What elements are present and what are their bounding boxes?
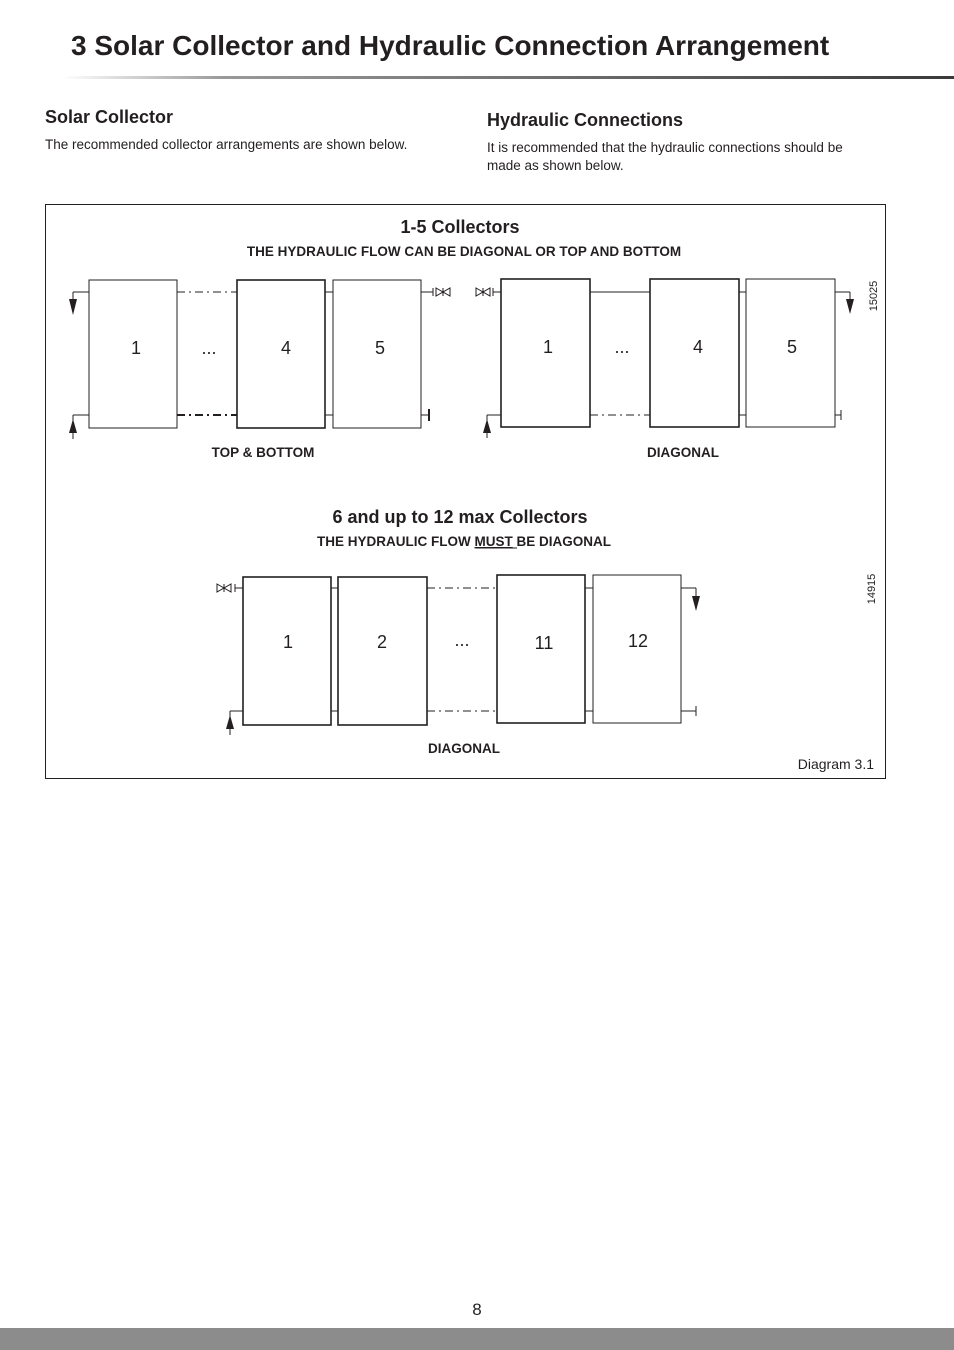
dg-caption: DIAGONAL — [647, 445, 719, 460]
dl-label-2: 2 — [376, 632, 388, 652]
dg-label-ellipsis: ... — [614, 337, 630, 357]
tb-valve-icon — [436, 288, 450, 296]
tb-label-4: 4 — [280, 338, 292, 358]
section2-title: 6 and up to 12 max Collectors — [332, 507, 588, 527]
dg-valve-icon — [476, 288, 490, 296]
dl-valve-icon — [217, 584, 231, 592]
section2-subtitle-after: BE DIAGONAL — [512, 534, 612, 549]
tb-label-ellipsis: ... — [201, 338, 217, 358]
section1-title: 1-5 Collectors — [400, 217, 520, 237]
collector-diagram — [46, 205, 885, 778]
solar-collector-heading: Solar Collector — [45, 107, 174, 127]
hydraulic-connections-text-1: It is recommended that the hydraulic connections should be — [487, 140, 843, 155]
diagonal-arrangement-small — [483, 279, 854, 438]
dg-inlet-arrow — [483, 419, 491, 433]
diagram-frame — [45, 204, 886, 779]
diagonal-arrangement-large — [226, 575, 700, 735]
dl-outlet-arrow — [692, 596, 700, 611]
top-bottom-arrangement — [69, 280, 433, 439]
footer-bar — [0, 1328, 954, 1350]
dl-label-ellipsis: ... — [454, 630, 470, 650]
dl-label-1: 1 — [282, 632, 294, 652]
dg-label-5: 5 — [786, 337, 798, 357]
dl-inlet-arrow — [226, 715, 234, 729]
dl-caption: DIAGONAL — [428, 741, 500, 756]
tb-label-1: 1 — [130, 338, 142, 358]
dl-label-11: 11 — [534, 633, 554, 653]
dg-outlet-arrow — [846, 299, 854, 314]
hydraulic-connections-heading: Hydraulic Connections — [487, 110, 684, 130]
dl-label-12: 12 — [627, 631, 649, 651]
page-number: 8 — [472, 1300, 482, 1319]
tb-inlet-arrow — [69, 419, 77, 433]
page-title: 3 Solar Collector and Hydraulic Connection Arrangement — [71, 30, 830, 61]
tb-caption: TOP & BOTTOM — [211, 445, 315, 460]
solar-collector-text: The recommended collector arrangements are shown below. — [45, 137, 408, 152]
section1-subtitle: THE HYDRAULIC FLOW CAN BE DIAGONAL OR TOP AND BOTTOM — [246, 244, 682, 259]
dg-label-1: 1 — [542, 337, 554, 357]
tb-label-5: 5 — [374, 338, 386, 358]
ref-code-15025: 15025 — [868, 280, 880, 312]
section2-subtitle — [317, 534, 611, 549]
section2-subtitle-before: THE HYDRAULIC FLOW — [316, 534, 475, 549]
hydraulic-connections-text-2: made as shown below. — [487, 158, 624, 173]
ref-code-14915: 14915 — [866, 573, 878, 605]
diagram-caption: Diagram 3.1 — [797, 756, 874, 772]
title-rule — [62, 76, 954, 79]
tb-outlet-arrow — [69, 299, 77, 315]
dg-label-4: 4 — [692, 337, 704, 357]
section2-subtitle-emphasis: MUST — [474, 534, 513, 549]
